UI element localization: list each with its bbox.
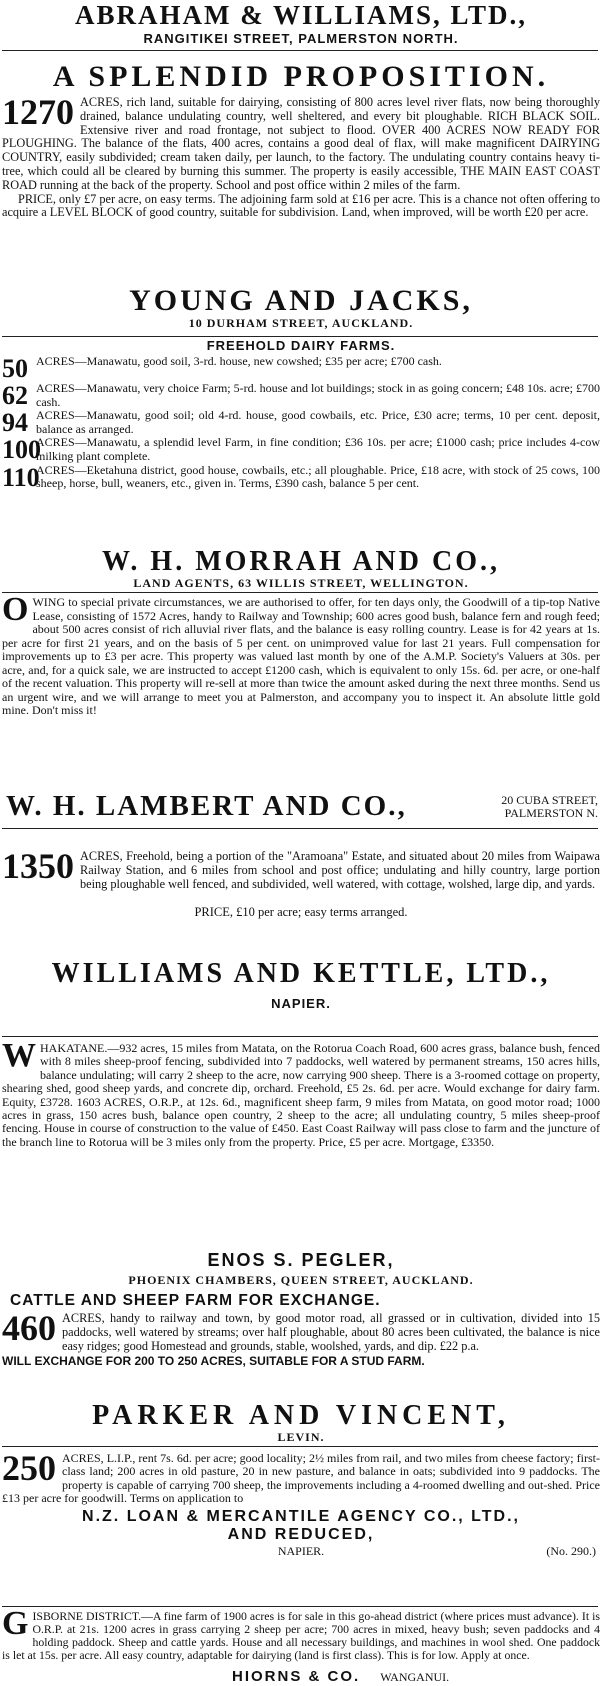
divider	[2, 828, 598, 829]
firm-name: ABRAHAM & WILLIAMS, LTD.,	[74, 0, 528, 30]
drop-cap: G	[2, 1605, 29, 1642]
list-item	[2, 436, 600, 463]
acreage-number: 50	[2, 354, 28, 383]
exchange-line: WILL EXCHANGE FOR 200 TO 250 ACRES, SUITABLE FOR A STUD FARM.	[2, 1354, 425, 1369]
ad-text-price: PRICE, only £7 per acre, on easy terms. The adjoining farm sold at £16 per acre. This is a chance not often offering to acquire a LEVEL BLOCK of good country, suitable for subdivision. Land, when improved, will be worth £20 per acre.	[2, 191, 600, 220]
ad-text: ACRES, Freehold, being a portion of the "Aramoana" Estate, and situated about 20 miles from Waipawa Railway Station, and 6 miles from school and post office; undulating and hilly country, large portion being ploughable well fenced, and subdivided, well watered, with cottage, wolshed, large dip, and yards.	[80, 849, 600, 891]
headline: A SPLENDID PROPOSITION.	[52, 60, 550, 93]
ad-parker-vincent	[2, 1402, 600, 1445]
signature-hiorns	[232, 1668, 449, 1686]
ad-body	[2, 1308, 600, 1353]
ad-lambert	[2, 790, 600, 824]
address-line: PALMERSTON N.	[504, 806, 598, 820]
listing-text: ACRES—Manawatu, good soil, 3-rd. house, new cowshed; £35 per acre; £700 cash.	[36, 354, 442, 368]
acreage-number: 100	[2, 435, 41, 465]
address-row	[2, 1544, 600, 1560]
acreage-number: 62	[2, 381, 28, 410]
firm-address: PHOENIX CHAMBERS, QUEEN STREET, AUCKLAND.	[128, 1273, 474, 1287]
acreage-number: 94	[2, 408, 28, 438]
firm-address: LAND AGENTS, 63 WILLIS STREET, WELLINGTON.	[133, 576, 469, 590]
firm-address: NAPIER.	[271, 996, 331, 1011]
divider	[2, 592, 598, 593]
ad-pegler	[2, 1250, 600, 1288]
listing-text: ACRES—Manawatu, very choice Farm; 5-rd. house and lot buildings; stock in as going concern; £48 10s. acre; £700 cash.	[36, 381, 600, 409]
firm-name: N.Z. LOAN & MERCANTILE AGENCY CO., LTD.,	[82, 1507, 520, 1525]
acreage-number: 1350	[2, 846, 74, 886]
firm-name: ENOS S. PEGLER,	[207, 1250, 395, 1270]
ad-whakatane	[2, 1037, 600, 1149]
acreage-number: 1270	[2, 92, 74, 132]
ad-aramoana	[2, 846, 600, 920]
firm-address: LEVIN.	[277, 1430, 325, 1444]
listing-text: ACRES—Manawatu, a splendid level Farm, in fine condition; £36 10s. per acre; £1000 cash; price includes 4-cow milking plant complete.	[36, 435, 600, 463]
drop-cap: O	[2, 591, 29, 628]
firm-address	[501, 794, 598, 820]
firm-name: PARKER AND VINCENT,	[92, 1400, 510, 1431]
ad-text: ACRES, handy to railway and town, by good motor road, all grassed or in cultivation, divided into 15 paddocks, well watered by streams; over half ploughable, about 80 acres been cultivated, the balance is nice easy ridges; good Homestead and grounds, stable, woolshed, yards, and dip. £22 p.a.	[62, 1311, 600, 1353]
ad-body	[2, 1605, 600, 1662]
firm-name: W. H. MORRAH AND CO.,	[102, 546, 500, 577]
ad-loan-mercantile	[2, 1448, 600, 1560]
list-item	[2, 382, 600, 409]
farm-listings	[2, 355, 600, 491]
listing-text: ACRES—Eketahuna district, good house, cowbails, etc.; all ploughable. Price, £18 acre, with stock of 25 cows, 100 sheep, horse, bull, weaners, etc., given in. Terms, £390 cash, balance 5 per cent.	[36, 462, 600, 491]
divider	[2, 336, 598, 337]
list-item	[2, 409, 600, 436]
ad-text: ISBORNE DISTRICT.—A fine farm of 1900 acres is for sale in this go-ahead district (where prices must advance). It is O.R.P. at 21s. 1200 acres in grass carrying 2 sheep per acre; 700 acres in mixed, heavy bush; seven paddocks and 4 holding paddock. Sheep and cattle yards. House and all necessary buildings, and machines in wool shed. One paddock is let at 15s. per acre. All easy country, adaptable for dairying (land is first class). This is for low. Apply at once.	[2, 1609, 600, 1662]
ad-text: ACRES, rich land, suitable for dairying, consisting of 800 acres level river flats, now being thoroughly drained, balance undulating country, well sheltered, and every bit ploughable. RICH BLACK SOIL. Extensive river and road frontage, not subject to flood. OVER 400 ACRES NOW READY FOR PLOUGHING. The balance of the flats, 400 acres, contains a good deal of flax, will make magnificent DAIRYING COUNTRY, easily subdivided; cream taken daily, per launch, to the factory. The undulating country contains heavy ti-tree, which could all be cleared by burning this summer. The property is easily accessible, THE MAIN EAST COAST ROAD running at the back of the property. School and post office within 2 miles of the farm.	[2, 95, 600, 192]
ad-body	[2, 846, 600, 891]
ad-body	[2, 591, 600, 718]
divider	[2, 1606, 598, 1607]
firm-address: WANGANUI.	[380, 1670, 450, 1684]
dairy-farms-list	[2, 338, 600, 491]
listing-text: ACRES—Manawatu, good soil; old 4-rd. house, good cowbails, etc. Price, £30 acre; terms, 10 per cent. deposit, balance as arranged.	[36, 408, 600, 436]
address-line: 20 CUBA STREET,	[501, 793, 598, 807]
divider	[2, 1446, 598, 1447]
drop-cap: W	[2, 1037, 36, 1074]
divider	[2, 50, 598, 51]
headline: CATTLE AND SHEEP FARM FOR EXCHANGE.	[10, 1292, 381, 1309]
ad-abraham-williams	[2, 2, 600, 46]
ad-morrah	[2, 548, 600, 591]
acreage-number: 110	[2, 462, 40, 492]
firm-address: RANGITIKEI STREET, PALMERSTON NORTH.	[143, 31, 459, 46]
firm-name: W. H. LAMBERT AND CO.,	[6, 790, 407, 822]
ad-body	[2, 1448, 600, 1506]
list-item	[2, 355, 600, 382]
ad-text: ACRES, L.I.P., rent 7s. 6d. per acre; good locality; 2½ miles from rail, and two miles from cheese factory; first-class land; 200 acres in old pasture, 20 in new pasture, and balance in oats; subdivided into 9 paddocks. The property is capable of carrying 700 sheep, the improvements including a 4-roomed dwelling and out-shed. Price £13 per acre for goodwill. Terms on application to	[2, 1451, 600, 1506]
firm-address: 10 DURHAM STREET, AUCKLAND.	[188, 316, 414, 330]
ad-splendid-proposition	[2, 62, 600, 220]
ad-text: WING to special private circumstances, we are authorised to offer, for ten days only, the Goodwill of a tip-top Native Lease, consisting of 1572 Acres, handy to Railway and Township; 600 acres good bush, balance fern and rough feed; about 500 acres consist of rich alluvial river flats, and the balance is easy rolling country. Lease is for 42 years at 1s. per acre for first 21 years, and on the basis of 5 per cent. on unimproved value for last 21 years. Full compensation for improvements up to £3 per acre. This property was valued last month by one of the A.M.P. Society's Valuers at 30s. per acre, and, for a quick sale, we are instructed to accept £1200 cash, which is equivalent to only 15s. 6d. per acre, or one-half of the recent valuation. This property will re-sell at more than twice the amount asked during the next three months. Send us an urgent wire, and we will arrange to meet you at Palmerston, and accompany you to inspect it. An absolute little gold mine. Don't miss it!	[2, 595, 600, 717]
ad-williams-kettle	[2, 960, 600, 1011]
firm-name: WILLIAMS AND KETTLE, LTD.,	[51, 958, 551, 989]
ad-body	[2, 92, 600, 220]
ad-body	[2, 1037, 600, 1149]
firm-name-2: AND REDUCED,	[227, 1525, 375, 1543]
list-item	[2, 464, 600, 491]
section-heading: FREEHOLD DAIRY FARMS.	[206, 338, 396, 353]
firm-name: YOUNG AND JACKS,	[129, 284, 473, 317]
acreage-number: 460	[2, 1308, 56, 1348]
divider	[2, 1036, 598, 1037]
price-line: PRICE, £10 per acre; easy terms arranged.	[194, 905, 408, 920]
ad-young-jacks	[2, 286, 600, 331]
firm-address: NAPIER.	[277, 1543, 325, 1558]
firm-name: HIORNS & CO.	[232, 1668, 361, 1685]
ad-text: HAKATANE.—932 acres, 15 miles from Matata, on the Rotorua Coach Road, 600 acres grass, balance bush, fenced with 8 miles sheep-proof fencing, subdivided into 7 paddocks, well watered by permanent streams, 150 acres hills, balance undulating; will carry 2 sheep to the acre, now carrying 900 sheep. There is a 3-roomed cottage on property, shearing shed, good sheep yards, and concrete dip, orchard. Freehold, £5 2s. 6d. per acre. Would exchange for dairy farm. Equity, £3728. 1603 ACRES, O.R.P., at 12s. 6d., magnificent sheep farm, 9 miles from Matata, on good motor road; 1000 acres in grass, 150 acres bush, balance open country, 2 sheep to the acre; all undulating country, 5 miles sheep-proof fencing. House in course of construction to the value of £450. East Coast Railway will pass close to farm and the juncture of the branch line to Rotorua will be 3 miles only from the property. Price, £5 per acre. Mortgage, £3350.	[2, 1041, 600, 1149]
ad-cattle-sheep	[2, 1292, 600, 1368]
ad-native-lease	[2, 591, 600, 718]
acreage-number: 250	[2, 1448, 56, 1488]
ad-gisborne	[2, 1605, 600, 1662]
ad-reference: (No. 290.)	[546, 1543, 596, 1558]
